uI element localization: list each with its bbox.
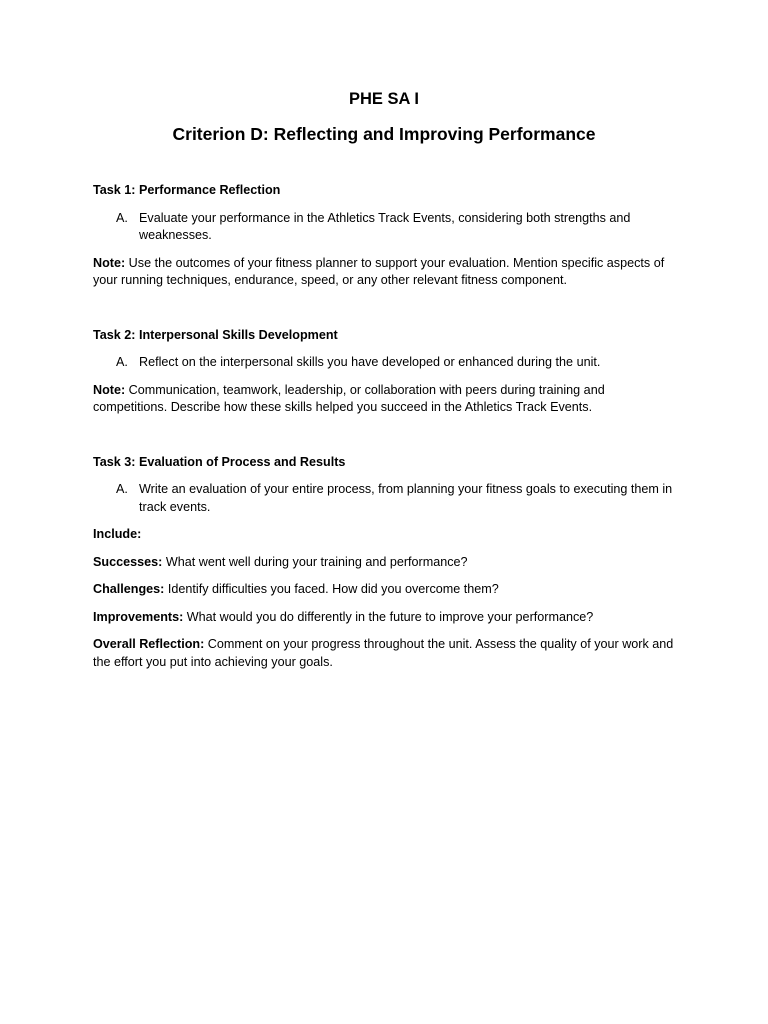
point-text: Comment on your progress throughout the unit. Assess the quality of your work and the effort you put into achieving your goals. xyxy=(93,637,674,669)
task-3-point-successes xyxy=(93,554,675,572)
task-2-item-a xyxy=(93,354,675,372)
task-3-item-a xyxy=(93,481,675,516)
task-3-point-challenges xyxy=(93,581,675,599)
task-3-heading: Task 3: Evaluation of Process and Results xyxy=(93,454,346,469)
task-1-note-text: Use the outcomes of your fitness planner to support your evaluation. Mention specific aspects of your running techniques, endurance, speed, or any other relevant fitness component. xyxy=(93,255,665,287)
task-3-point-overall-reflection xyxy=(93,636,675,671)
document-content xyxy=(93,88,675,681)
task-2-heading: Task 2: Interpersonal Skills Development xyxy=(93,327,338,342)
task-3-item-marker: A. xyxy=(116,482,128,496)
point-label: Overall Reflection: xyxy=(93,637,205,651)
task-1-note-label: Note: xyxy=(93,255,126,270)
document-subtitle: Criterion D: Reflecting and Improving Performance xyxy=(172,124,596,144)
task-3-include-label: Include: xyxy=(93,527,142,541)
task-1-item-text: Evaluate your performance in the Athletics Track Events, considering both strengths and weaknesses. xyxy=(139,210,631,242)
task-2-section xyxy=(93,327,675,417)
point-text: What would you do differently in the future to improve your performance? xyxy=(183,609,594,624)
task-1-section xyxy=(93,182,675,290)
task-2-item-marker: A. xyxy=(116,355,128,369)
section-spacer xyxy=(93,300,675,327)
task-1-item-marker: A. xyxy=(116,210,128,225)
point-label: Successes: xyxy=(93,554,163,569)
task-1-note xyxy=(93,255,675,290)
point-text: What went well during your training and performance? xyxy=(162,554,468,569)
section-spacer xyxy=(93,427,675,454)
task-1-heading: Task 1: Performance Reflection xyxy=(93,183,281,197)
point-text: Identify difficulties you faced. How did you overcome them? xyxy=(164,582,499,596)
task-1-item-a xyxy=(93,210,675,245)
task-2-item-text: Reflect on the interpersonal skills you have developed or enhanced during the unit. xyxy=(139,355,601,369)
task-2-note-label: Note: xyxy=(93,382,126,397)
point-label: Improvements: xyxy=(93,609,184,624)
point-label: Challenges: xyxy=(93,582,165,596)
task-2-note xyxy=(93,382,675,417)
task-3-section xyxy=(93,454,675,672)
document-title: PHE SA I xyxy=(349,90,419,108)
task-2-note-text: Communication, teamwork, leadership, or collaboration with peers during training and competitions. Describe how these skills helped you succeed in the Athletics Track Events. xyxy=(93,382,605,414)
task-3-item-text: Write an evaluation of your entire process, from planning your fitness goals to executing them in track events. xyxy=(139,482,673,514)
task-3-point-improvements xyxy=(93,609,675,627)
